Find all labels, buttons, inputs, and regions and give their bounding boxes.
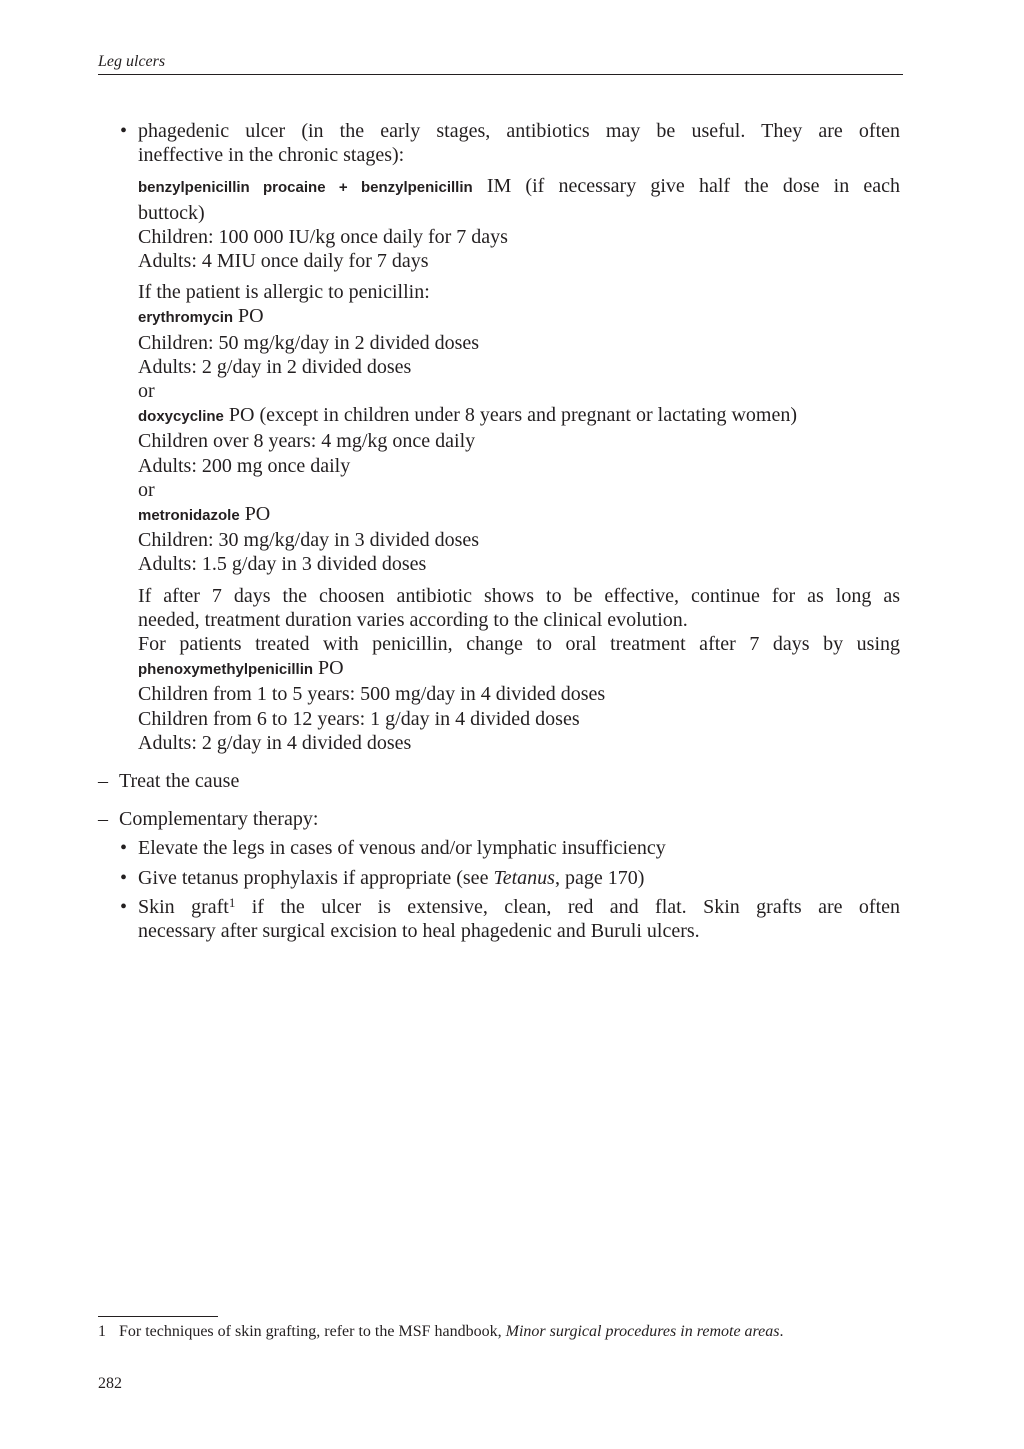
metronidazole-adults: Adults: 1.5 g/day in 3 divided doses	[138, 553, 427, 576]
metronidazole-children: Children: 30 mg/kg/day in 3 divided doses	[138, 529, 480, 552]
benzylpenicillin-children: Children: 100 000 IU/kg once daily for 7 days	[138, 225, 508, 248]
bullet-icon: •	[120, 866, 128, 889]
drug-name-doxycycline: doxycycline	[138, 408, 224, 426]
skin-graft-post: if the ulcer is extensive, clean, red and flat. Skin grafts are often	[235, 895, 901, 918]
phenoxymethylpenicillin-line	[138, 656, 900, 682]
benzylpenicillin-route-cont: buttock)	[138, 201, 205, 224]
phagedenic-ulcer-item	[98, 119, 900, 755]
page-number: 282	[98, 1375, 122, 1392]
benzylpenicillin-line	[138, 174, 900, 200]
footnote-reference[interactable]: 1	[228, 894, 236, 910]
drug-name-phenoxymethylpenicillin: phenoxymethylpenicillin	[138, 661, 314, 679]
tetanus-reference-link[interactable]: Tetanus	[493, 866, 555, 889]
erythromycin-adults: Adults: 2 g/day in 2 divided doses	[138, 355, 412, 378]
complementary-therapy-label: Complementary therapy:	[119, 808, 319, 831]
dash-icon: –	[98, 808, 108, 831]
skin-graft-line2: necessary after surgical excision to heal phagedenic and Buruli ulcers.	[138, 920, 700, 943]
complementary-therapy-item	[98, 807, 900, 831]
phenoxymethylpenicillin-children-6-12: Children from 6 to 12 years: 1 g/day in 4 divided doses	[138, 707, 580, 730]
elevate-legs-text: Elevate the legs in cases of venous and/or lymphatic insufficiency	[138, 837, 666, 860]
bullet-icon: •	[120, 837, 128, 860]
metronidazole-line	[138, 502, 900, 528]
footnote-text-post: .	[779, 1323, 784, 1340]
skin-graft-item	[98, 895, 900, 943]
erythromycin-route: PO	[233, 305, 264, 328]
phenoxymethylpenicillin-route: PO	[313, 657, 344, 680]
footnote-handbook-title: Minor surgical procedures in remote areas	[505, 1323, 780, 1340]
footnote-divider	[98, 1316, 218, 1317]
oral-switch-line: For patients treated with penicillin, change to oral treatment after 7 days by using	[138, 633, 900, 656]
tetanus-item	[98, 866, 900, 890]
doxycycline-children: Children over 8 years: 4 mg/kg once daily	[138, 430, 476, 453]
continue-line2: needed, treatment duration varies according to the clinical evolution.	[138, 608, 688, 631]
tetanus-text	[138, 866, 900, 890]
erythromycin-children: Children: 50 mg/kg/day in 2 divided doses	[138, 331, 480, 354]
allergy-block	[138, 280, 900, 576]
skin-graft-line1	[138, 895, 900, 919]
metronidazole-route: PO	[239, 503, 271, 526]
treat-cause-text: Treat the cause	[119, 770, 240, 793]
erythromycin-line	[138, 304, 900, 330]
footnote	[98, 1322, 784, 1342]
continue-line1: If after 7 days the choosen antibiotic shows to be effective, continue for as long as	[138, 584, 900, 607]
phenoxymethylpenicillin-adults: Adults: 2 g/day in 4 divided doses	[138, 731, 412, 754]
drug-name-metronidazole: metronidazole	[138, 507, 240, 525]
doxycycline-adults: Adults: 200 mg once daily	[138, 454, 351, 477]
bullet-icon: •	[120, 120, 128, 142]
allergy-intro: If the patient is allergic to penicillin:	[138, 281, 430, 304]
continuation-block	[138, 584, 900, 755]
page-header	[98, 52, 903, 75]
benzylpenicillin-route: IM (if necessary give half the dose in each	[472, 175, 900, 198]
footnote-number: 1	[98, 1323, 106, 1340]
drug-name-erythromycin: erythromycin	[138, 309, 234, 327]
main-content	[98, 119, 900, 943]
bullet-icon: •	[120, 895, 128, 918]
tetanus-text-pre: Give tetanus prophylaxis if appropriate (see	[138, 866, 494, 889]
doxycycline-line	[138, 403, 900, 429]
phagedenic-intro-line2: ineffective in the chronic stages):	[138, 144, 405, 167]
treat-cause-item	[98, 769, 900, 793]
elevate-legs-item	[98, 836, 900, 860]
phenoxymethylpenicillin-children-1-5: Children from 1 to 5 years: 500 mg/day in 4 divided doses	[138, 683, 606, 706]
dash-icon: –	[98, 770, 108, 793]
phagedenic-intro-line1: phagedenic ulcer (in the early stages, antibiotics may be useful. They are often	[138, 120, 900, 142]
tetanus-text-post: , page 170)	[554, 866, 645, 889]
drug-name-benzylpenicillin: benzylpenicillin procaine + benzylpenicillin	[138, 179, 473, 197]
footnote-text-pre: For techniques of skin grafting, refer to the MSF handbook,	[119, 1323, 506, 1340]
or-separator-1: or	[138, 380, 155, 403]
benzylpenicillin-adults: Adults: 4 MIU once daily for 7 days	[138, 250, 429, 273]
or-separator-2: or	[138, 478, 155, 501]
doxycycline-route: PO (except in children under 8 years and pregnant or lactating women)	[223, 404, 798, 427]
benzylpenicillin-block	[138, 174, 900, 273]
skin-graft-pre: Skin graft	[138, 895, 229, 918]
running-head: Leg ulcers	[98, 53, 166, 70]
